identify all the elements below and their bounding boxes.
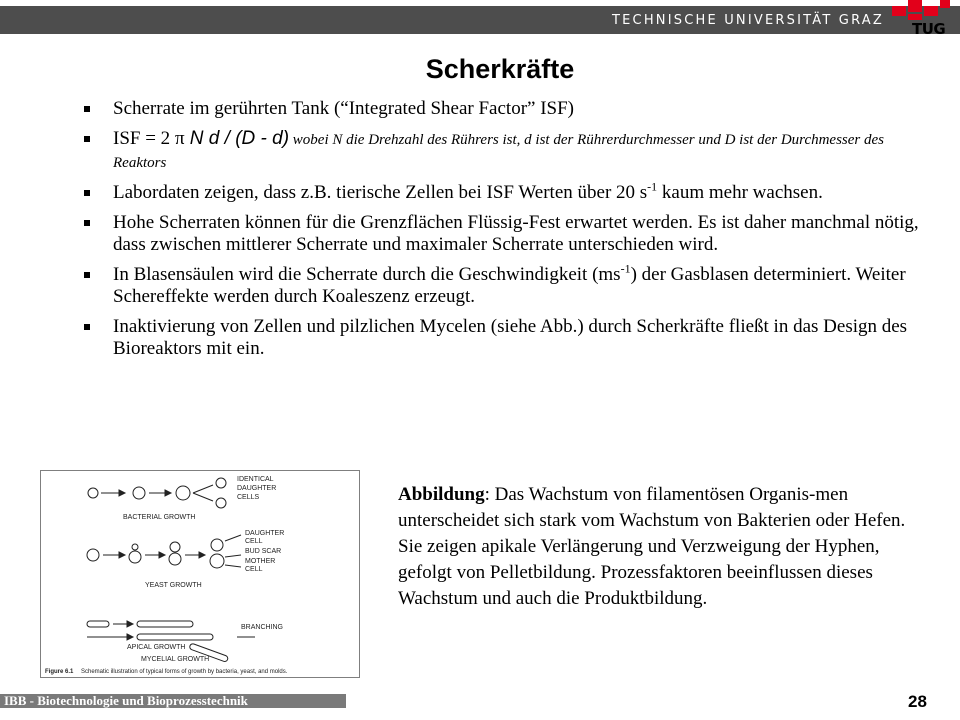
institute-name: IBB - Biotechnologie und Bioprozesstechnik <box>4 693 248 708</box>
caption-text: : Das Wachstum von filamentösen Organis-men unterscheidet sich stark vom Wachstum von Bakterien oder Hefen. Sie zeigen apikale Verlängerung und Verzweigung der Hyphen, gefolgt von Pelletbildung. Prozessfaktoren beeinflussen dieses Wachstum und auch die Produktbildung. <box>398 484 906 609</box>
figure-caption: Schematic illustration of typical forms of growth by bacteria, yeast, and molds. <box>81 669 288 675</box>
growth-illustration <box>41 471 359 677</box>
label-bud-scar: BUD SCAR <box>245 548 282 555</box>
label-daughter: DAUGHTER <box>237 485 277 492</box>
label-daughter-cell: CELL <box>245 538 263 545</box>
bullet-square-icon <box>84 136 90 142</box>
bacterium-cell <box>176 486 190 500</box>
yeast-cell <box>87 549 99 561</box>
hypha <box>137 621 193 627</box>
label-identical: IDENTICAL <box>237 476 274 483</box>
label-branching: BRANCHING <box>241 624 284 631</box>
bullet-item <box>84 261 920 308</box>
page-number: 28 <box>908 692 927 711</box>
bullet-square-icon <box>84 220 90 226</box>
figure-description <box>398 482 928 612</box>
bullet-text: In Blasensäulen wird die Scherrate durch die Geschwindigkeit (ms <box>113 264 621 285</box>
label-mycelial-growth: MYCELIAL GROWTH <box>141 656 210 663</box>
label-bacterial-growth: BACTERIAL GROWTH <box>123 514 196 521</box>
yeast-cell <box>210 554 224 568</box>
bullet-text: Scherrate im gerührten Tank (“Integrated Shear Factor” ISF) <box>113 98 575 119</box>
label-mother-cell: CELL <box>245 566 263 573</box>
bacterium-cell <box>216 478 226 488</box>
label-mother-cell: MOTHER <box>245 558 276 565</box>
bullet-text: ) der Gasblasen determiniert. Weiter Schereffekte werden durch Koaleszenz erzeugt. <box>113 264 906 307</box>
growth-figure <box>40 470 360 678</box>
logo-text: TUG <box>912 20 946 38</box>
bacterium-cell <box>216 498 226 508</box>
bullet-square-icon <box>84 190 90 196</box>
hypha <box>137 634 213 640</box>
bacterium-cell <box>88 488 98 498</box>
bullet-item <box>84 179 920 204</box>
isf-note: wobei N die Drehzahl des Rührers ist, d ist der Rührerdurchmesser und D ist der Durchmesser des Reaktors <box>113 132 885 171</box>
isf-prefix: ISF = 2 <box>113 128 175 149</box>
bullet-text: kaum mehr wachsen. <box>657 182 823 203</box>
bullet-list <box>84 98 920 368</box>
yeast-cell <box>169 553 181 565</box>
bullet-text: Inaktivierung von Zellen und pilzlichen Mycelen (siehe Abb.) durch Scherkräfte fließt in das Design des Bioreaktors mit ein. <box>113 316 908 359</box>
bullet-square-icon <box>84 324 90 330</box>
bullet-text: Labordaten zeigen, dass z.B. tierische Zellen bei ISF Werten über 20 s <box>113 182 648 203</box>
bullet-item <box>84 316 920 360</box>
bullet-square-icon <box>84 272 90 278</box>
label-cells: CELLS <box>237 494 260 501</box>
label-daughter-cell: DAUGHTER <box>245 530 285 537</box>
caption-label: Abbildung <box>398 484 485 505</box>
bullet-item <box>84 128 920 174</box>
yeast-cell <box>129 551 141 563</box>
footer <box>0 694 960 720</box>
label-yeast-growth: YEAST GROWTH <box>145 582 202 589</box>
bullet-text: Hohe Scherraten können für die Grenzflächen Flüssig-Fest erwartet werden. Es ist daher manchmal nötig, dass zwischen mittlerer Scherrate und maximaler Scherrate unterschieden wird. <box>113 212 919 255</box>
bullet-item <box>84 98 920 120</box>
bullet-square-icon <box>84 106 90 112</box>
bullet-item <box>84 212 920 256</box>
hypha <box>87 621 109 627</box>
superscript: -1 <box>647 179 658 194</box>
isf-formula: N d / (D - d) <box>184 128 290 149</box>
label-apical-growth: APICAL GROWTH <box>127 644 186 651</box>
pi-symbol: π <box>174 128 185 149</box>
bacterium-cell <box>133 487 145 499</box>
superscript: -1 <box>620 261 631 276</box>
page-title: Scherkräfte <box>425 54 575 84</box>
figure-number: Figure 6.1 <box>45 669 74 675</box>
university-name: TECHNISCHE UNIVERSITÄT GRAZ <box>612 13 884 28</box>
